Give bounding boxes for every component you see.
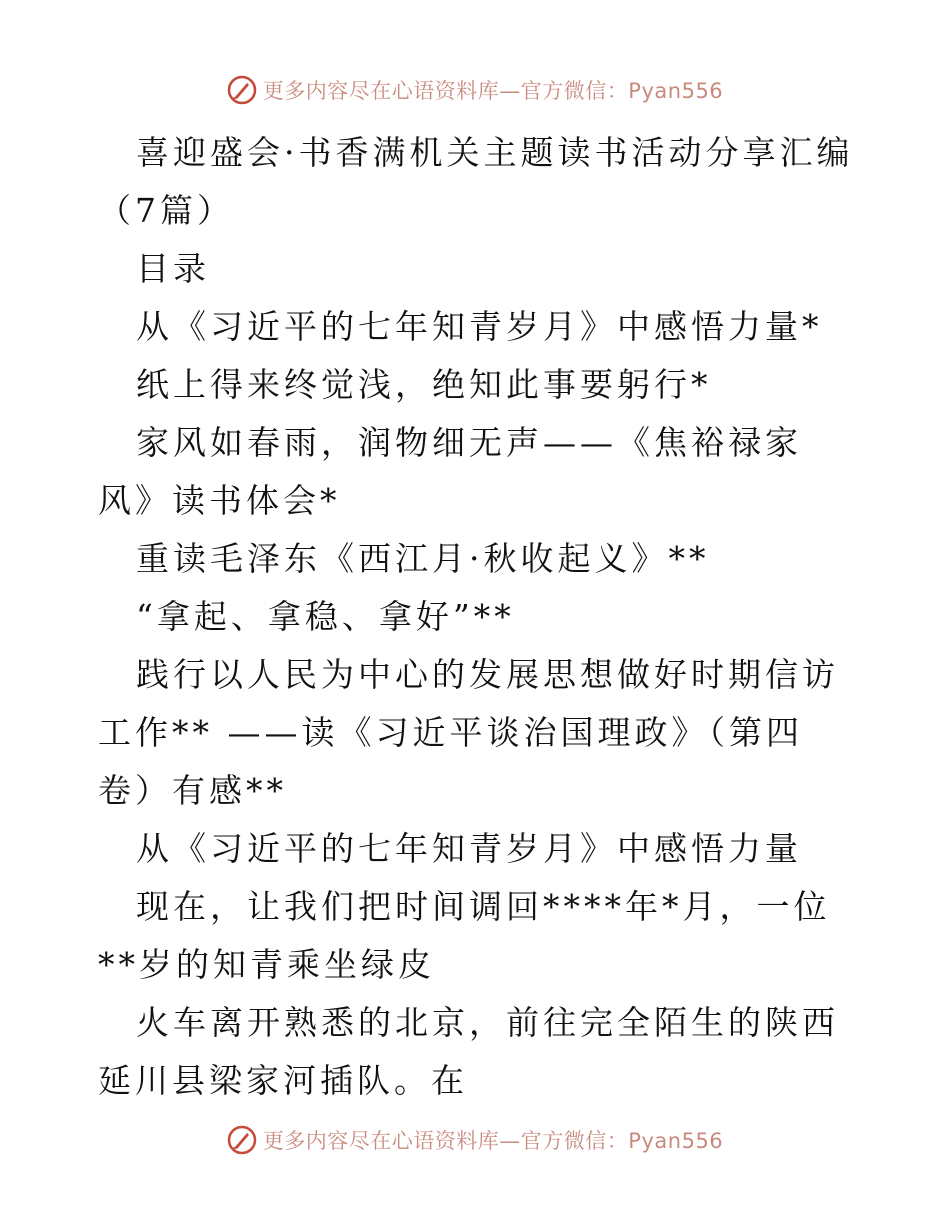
toc-entry: 家风如春雨，润物细无声——《焦裕禄家风》读书体会* — [98, 423, 802, 520]
document-body — [98, 124, 858, 1110]
toc-entry: 重读毛泽东《西江月·秋收起义》** — [136, 539, 710, 578]
toc-entry: 践行以人民为中心的发展思想做好时期信访工作** ——读《习近平谈治国理政》（第四卷）有感** — [98, 655, 839, 810]
toc-entry: 纸上得来终觉浅，绝知此事要躬行* — [136, 365, 712, 404]
watermark-banner-top — [0, 70, 950, 110]
quill-logo-icon — [227, 1125, 257, 1155]
toc-entry: 从《习近平的七年知青岁月》中感悟力量* — [136, 307, 823, 346]
toc-heading: 目录 — [136, 249, 210, 288]
toc-entry: “拿起、拿稳、拿好”** — [136, 597, 515, 636]
watermark-text: 更多内容尽在心语资料库—官方微信：Pyan556 — [262, 79, 724, 103]
quill-logo-icon — [227, 75, 257, 105]
section-heading: 从《习近平的七年知青岁月》中感悟力量 — [136, 829, 802, 868]
document-title: 喜迎盛会·书香满机关主题读书活动分享汇编（7篇） — [98, 133, 854, 230]
body-paragraph: 现在，让我们把时间调回****年*月，一位**岁的知青乘坐绿皮 — [98, 887, 831, 984]
watermark-banner-bottom — [0, 1120, 950, 1160]
body-paragraph: 火车离开熟悉的北京，前往完全陌生的陕西延川县梁家河插队。在 — [98, 1003, 839, 1100]
watermark-text: 更多内容尽在心语资料库—官方微信：Pyan556 — [262, 1129, 724, 1153]
